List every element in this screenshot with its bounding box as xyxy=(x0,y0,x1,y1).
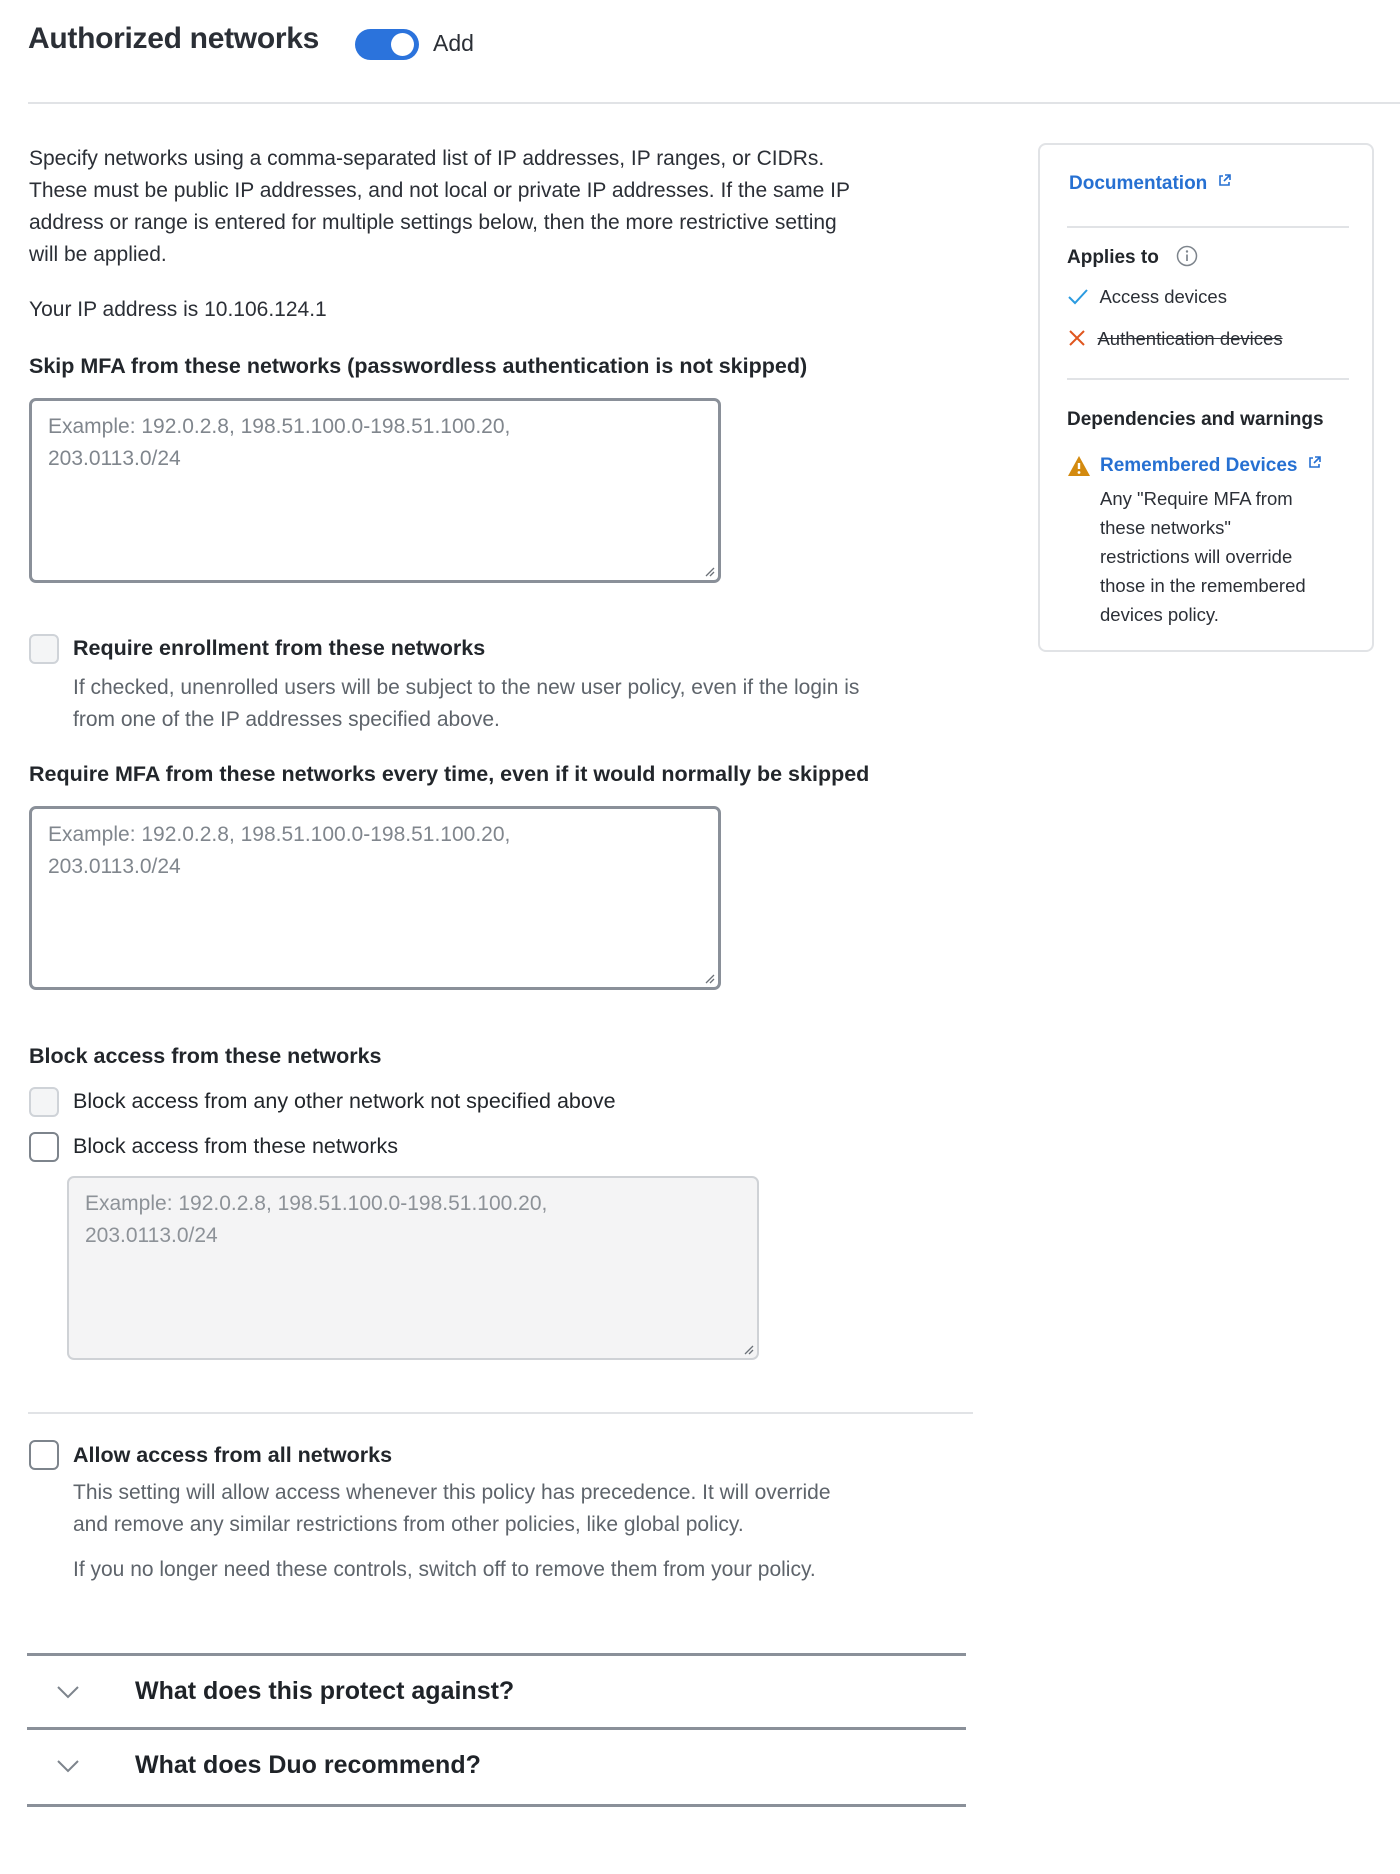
resize-grip-icon[interactable] xyxy=(742,1343,754,1355)
chevron-down-icon xyxy=(55,1682,81,1702)
intro-description xyxy=(29,143,969,271)
header-divider xyxy=(28,102,1400,104)
accordion-duo-recommend[interactable] xyxy=(27,1730,966,1804)
intro-line: These must be public IP addresses, and not local or private IP addresses. If the same IP xyxy=(29,179,850,202)
allow-all-networks-label: Allow access from all networks xyxy=(73,1443,393,1467)
textarea-placeholder: Example: 192.0.2.8, 198.51.100.0-198.51.100.20, 203.0113.0/24 xyxy=(85,1192,548,1247)
warning-line: those in the remembered xyxy=(1100,575,1306,596)
require-mfa-label: Require MFA from these networks every time, even if it would normally be skipped xyxy=(29,762,870,786)
chevron-down-icon xyxy=(55,1756,81,1776)
applies-item-label: Authentication devices xyxy=(1097,328,1283,349)
warning-line: Any "Require MFA from xyxy=(1100,488,1293,509)
applies-to-heading xyxy=(1067,245,1198,269)
warning-icon xyxy=(1067,455,1091,477)
toggle-label: Add xyxy=(433,30,474,56)
applies-authentication-devices xyxy=(1067,328,1283,350)
x-icon xyxy=(1067,329,1087,347)
intro-line: address or range is entered for multiple settings below, then the more restrictive setting xyxy=(29,211,837,234)
require-enrollment-help xyxy=(73,672,993,736)
toggle-knob xyxy=(391,33,414,56)
accordion-title: What does Duo recommend? xyxy=(135,1751,481,1779)
applies-access-devices xyxy=(1067,286,1227,308)
allow-all-networks-checkbox[interactable] xyxy=(29,1440,59,1470)
textarea-placeholder: Example: 192.0.2.8, 198.51.100.0-198.51.100.20, 203.0113.0/24 xyxy=(48,415,511,470)
documentation-link[interactable] xyxy=(1069,173,1232,195)
help-line: and remove any similar restrictions from other policies, like global policy. xyxy=(73,1513,744,1536)
intro-line: Specify networks using a comma-separated list of IP addresses, IP ranges, or CIDRs. xyxy=(29,147,825,170)
warning-line: devices policy. xyxy=(1100,604,1219,625)
accordion-protect-against[interactable] xyxy=(27,1656,966,1730)
skip-mfa-label: Skip MFA from these networks (passwordless authentication is not skipped) xyxy=(29,354,808,378)
textarea-placeholder: Example: 192.0.2.8, 198.51.100.0-198.51.100.20, 203.0113.0/24 xyxy=(48,823,511,878)
allow-all-help xyxy=(73,1477,993,1541)
panel-divider xyxy=(1067,378,1349,380)
block-access-heading: Block access from these networks xyxy=(29,1044,382,1068)
ip-address-text: Your IP address is 10.106.124.1 xyxy=(29,298,327,321)
block-other-networks-label: Block access from any other network not specified above xyxy=(73,1089,616,1113)
dependencies-heading: Dependencies and warnings xyxy=(1067,409,1324,430)
require-enrollment-checkbox[interactable] xyxy=(29,634,59,664)
documentation-link-text[interactable]: Documentation xyxy=(1069,173,1208,194)
help-line: from one of the IP addresses specified above. xyxy=(73,708,500,731)
help-line: This setting will allow access whenever this policy has precedence. It will override xyxy=(73,1481,831,1504)
info-icon[interactable] xyxy=(1176,245,1198,267)
external-link-icon xyxy=(1217,173,1232,188)
section-divider xyxy=(28,1412,973,1414)
section-title: Authorized networks xyxy=(28,22,319,55)
help-line: If checked, unenrolled users will be subject to the new user policy, even if the login is xyxy=(73,676,860,699)
accordion-divider xyxy=(27,1804,966,1807)
intro-line: will be applied. xyxy=(29,243,167,266)
applies-item-label: Access devices xyxy=(1099,286,1227,307)
panel-divider xyxy=(1067,226,1349,228)
remembered-devices-link[interactable] xyxy=(1100,455,1322,477)
accordion-title: What does this protect against? xyxy=(135,1677,515,1705)
block-these-networks-checkbox[interactable] xyxy=(29,1132,59,1162)
applies-to-label: Applies to xyxy=(1067,247,1159,268)
resize-grip-icon[interactable] xyxy=(703,565,715,577)
check-icon xyxy=(1067,287,1089,305)
remembered-devices-warning xyxy=(1100,484,1306,629)
block-other-networks-checkbox[interactable] xyxy=(29,1087,59,1117)
require-mfa-textarea[interactable] xyxy=(29,806,721,990)
block-networks-textarea[interactable] xyxy=(67,1176,759,1360)
add-toggle[interactable] xyxy=(355,29,419,60)
require-enrollment-label: Require enrollment from these networks xyxy=(73,636,486,660)
skip-mfa-textarea[interactable] xyxy=(29,398,721,583)
info-panel xyxy=(1038,143,1374,652)
remembered-devices-link-text[interactable]: Remembered Devices xyxy=(1100,455,1298,476)
warning-line: these networks" xyxy=(1100,517,1231,538)
warning-line: restrictions will override xyxy=(1100,546,1293,567)
resize-grip-icon[interactable] xyxy=(703,972,715,984)
external-link-icon xyxy=(1307,455,1322,470)
switch-off-note: If you no longer need these controls, switch off to remove them from your policy. xyxy=(73,1558,816,1581)
block-these-networks-label: Block access from these networks xyxy=(73,1134,399,1158)
